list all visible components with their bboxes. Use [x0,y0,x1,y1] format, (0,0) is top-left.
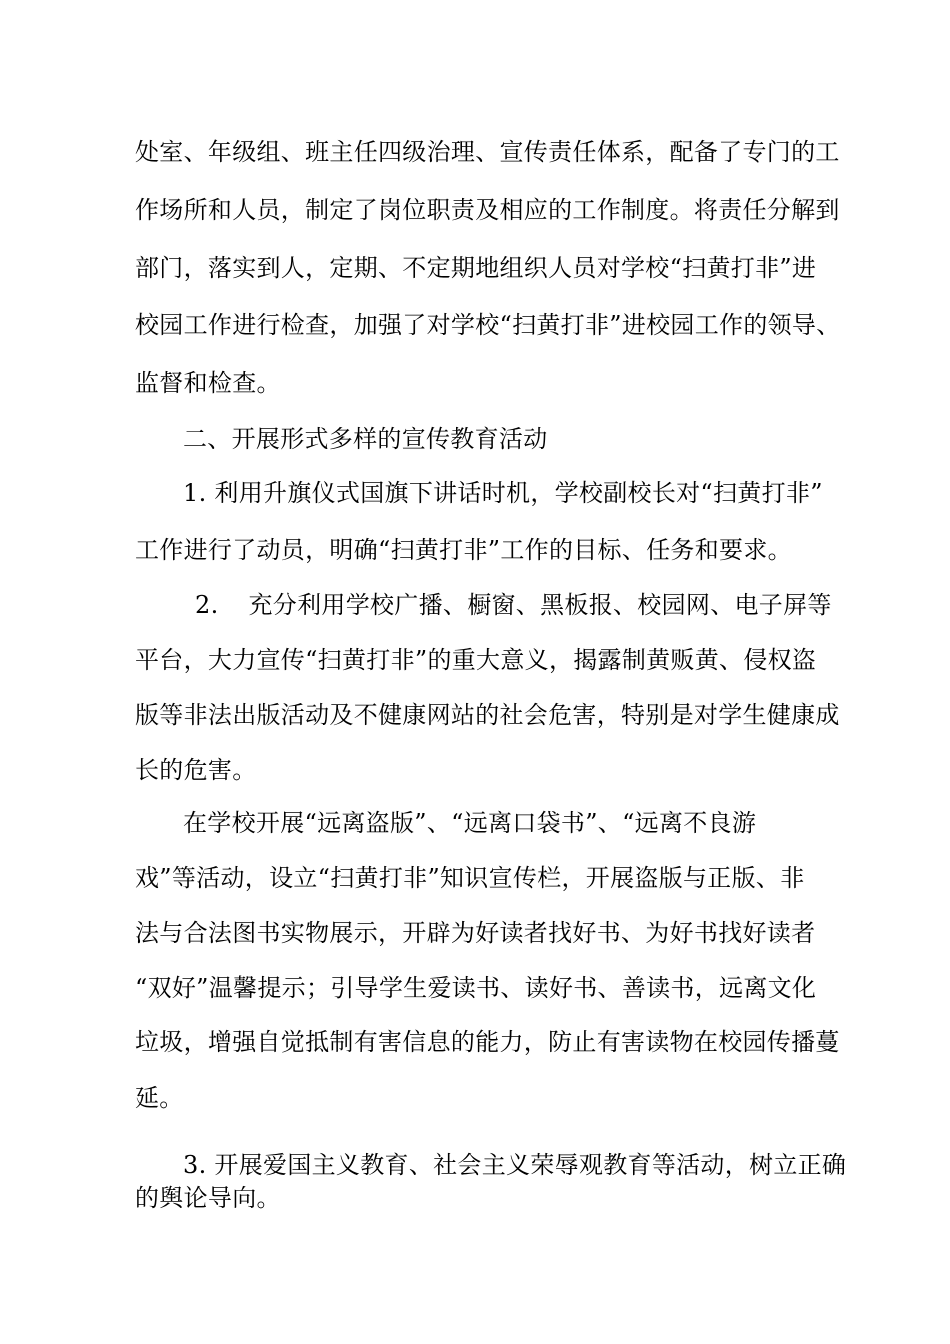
body-text-line: 版等非法出版活动及不健康网站的社会危害，特别是对学生健康成 [135,701,840,729]
body-text-line: 法与合法图书实物展示，开辟为好读者找好书、为好书找好读者 [135,919,816,947]
body-text-line: 垃圾，增强自觉抵制有害信息的能力，防止有害读物在校园传播蔓 [135,1028,840,1056]
body-text-line: 长的危害。 [135,756,257,784]
body-text-line: 的舆论导向。 [135,1184,281,1212]
body-text-line: 戏”等活动，设立“扫黄打非”知识宣传栏，开展盗版与正版、非 [135,864,805,892]
body-text-line: 3. 开展爱国主义教育、社会主义荣辱观教育等活动，树立正确 [183,1151,847,1179]
body-text-line: 工作进行了动员，明确“扫黄打非”工作的目标、任务和要求。 [135,536,792,564]
body-text-line: 作场所和人员，制定了岗位职责及相应的工作制度。将责任分解到 [135,196,840,224]
list-item-text: 充分利用学校广播、橱窗、黑板报、校园网、电子屏等 [248,591,832,619]
list-number: 2. [195,591,219,619]
body-text-line: 监督和检查。 [135,369,281,397]
body-text-line: 平台，大力宣传“扫黄打非”的重大意义，揭露制黄贩黄、侵权盗 [135,646,817,674]
section-heading: 二、开展形式多样的宣传教育活动 [183,425,548,453]
list-item-line [195,590,832,620]
body-text-line: 在学校开展“远离盗版”、“远离口袋书”、“远离不良游 [183,809,757,837]
body-text-line: 处室、年级组、班主任四级治理、宣传责任体系，配备了专门的工 [135,138,840,166]
body-text-line: 部门，落实到人，定期、不定期地组织人员对学校“扫黄打非”进 [135,254,817,282]
body-text-line: 校园工作进行检查，加强了对学校“扫黄打非”进校园工作的领导、 [135,311,841,339]
body-text-line: “双好”温馨提示；引导学生爱读书、读好书、善读书，远离文化 [135,974,817,1002]
body-text-line: 延。 [135,1084,184,1112]
body-text-line: 1. 利用升旗仪式国旗下讲话时机，学校副校长对“扫黄打非” [183,479,823,507]
